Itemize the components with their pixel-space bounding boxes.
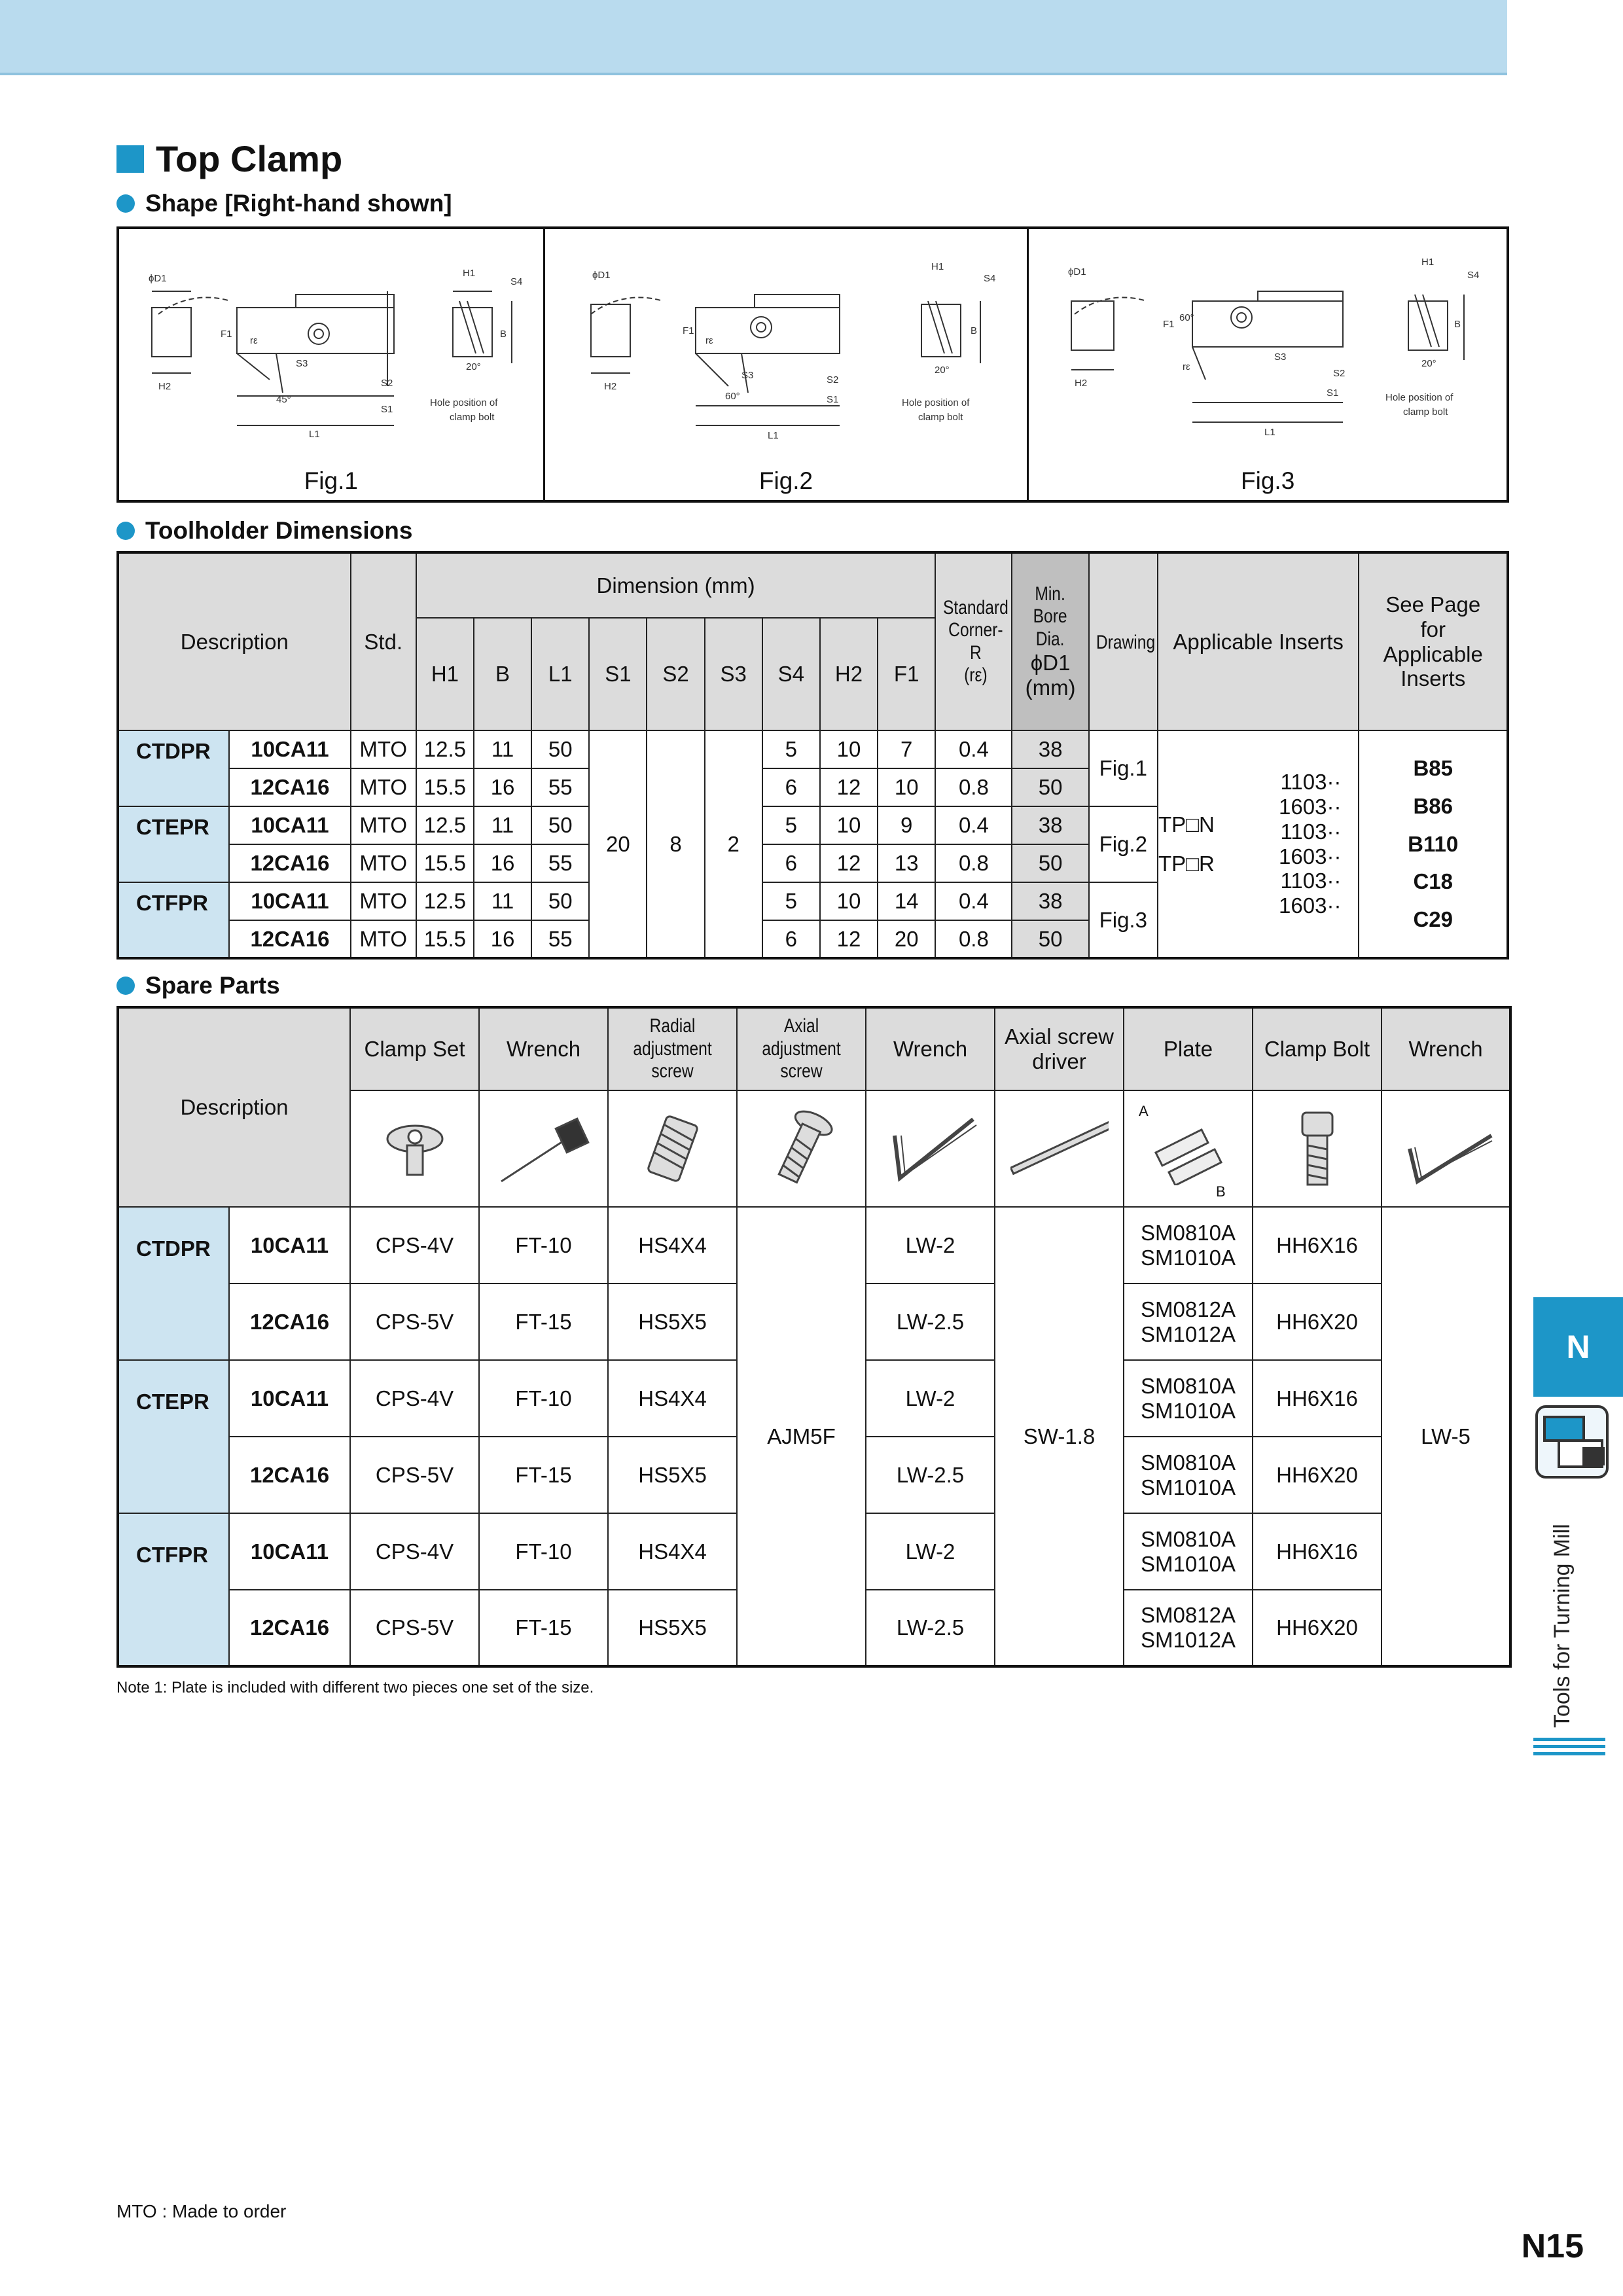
h2-cell: 10 bbox=[820, 806, 878, 844]
h1-cell: 15.5 bbox=[416, 844, 474, 882]
header-bar bbox=[0, 0, 1507, 75]
series-ctdpr: CTDPR bbox=[118, 730, 229, 806]
wrench2-cell: LW-2.5 bbox=[866, 1283, 995, 1360]
plate-b-label: B bbox=[1216, 1183, 1226, 1200]
header-plate: Plate bbox=[1124, 1007, 1253, 1090]
series-ctepr: CTEPR bbox=[118, 1360, 229, 1513]
header-radial-screw: Radial adjustment screw bbox=[608, 1007, 737, 1090]
see-page-cell bbox=[1359, 730, 1508, 958]
code-cell: 12CA16 bbox=[229, 844, 350, 882]
header-axial-driver: Axial screw driver bbox=[995, 1007, 1124, 1090]
plate-cell: SM0810A SM1010A bbox=[1124, 1207, 1253, 1283]
dim-20-label: 20° bbox=[934, 365, 950, 376]
hex-wrench-icon bbox=[882, 1109, 980, 1188]
toolholder-drawing-fig1 bbox=[119, 229, 545, 465]
dim-l1-label: L1 bbox=[1264, 427, 1276, 438]
series-ctepr: CTEPR bbox=[118, 806, 229, 882]
radial-screw-cell: HS4X4 bbox=[608, 1513, 737, 1590]
dim-l1-label: L1 bbox=[767, 430, 779, 441]
corner-r-cell: 0.4 bbox=[935, 882, 1012, 920]
clamp-set-icon bbox=[376, 1109, 454, 1188]
section-dims: Toolholder Dimensions bbox=[116, 517, 412, 545]
clamp-set-cell: CPS-5V bbox=[350, 1590, 479, 1666]
h2-cell: 12 bbox=[820, 768, 878, 806]
code-cell: 10CA11 bbox=[229, 882, 350, 920]
figure-panel bbox=[116, 226, 1509, 503]
dim-b-label: B bbox=[1454, 319, 1461, 330]
wrench2-cell: LW-2 bbox=[866, 1207, 995, 1283]
code-cell: 10CA11 bbox=[229, 1360, 350, 1437]
bore-cell: 38 bbox=[1012, 882, 1088, 920]
insert-size: 1103·· bbox=[1280, 869, 1342, 893]
s4-cell: 6 bbox=[762, 768, 820, 806]
insert-size: 1603·· bbox=[1279, 844, 1342, 869]
dim-re-label: rε bbox=[1183, 361, 1191, 372]
s4-cell: 5 bbox=[762, 806, 820, 844]
std-cell: MTO bbox=[351, 882, 416, 920]
hole-position-label-2: clamp bolt bbox=[1403, 406, 1448, 418]
code-cell: 10CA11 bbox=[229, 806, 350, 844]
bolt-icon bbox=[1288, 1106, 1347, 1191]
l1-cell: 55 bbox=[531, 920, 589, 958]
f1-cell: 10 bbox=[878, 768, 935, 806]
hex-wrench-icon bbox=[1397, 1109, 1495, 1188]
screwdriver-image bbox=[995, 1090, 1124, 1207]
section-spare: Spare Parts bbox=[116, 972, 280, 999]
side-section-label: Tools for Turning Mill bbox=[1550, 1524, 1575, 1728]
dim-s1-label: S1 bbox=[381, 404, 393, 415]
dim-h1-label: H1 bbox=[1421, 257, 1435, 268]
l1-cell: 55 bbox=[531, 844, 589, 882]
insert-size: 1603·· bbox=[1279, 893, 1342, 918]
clamp-set-cell: CPS-4V bbox=[350, 1360, 479, 1437]
bore-cell: 38 bbox=[1012, 730, 1088, 768]
l1-cell: 50 bbox=[531, 882, 589, 920]
b-cell: 16 bbox=[474, 920, 531, 958]
bullet-icon bbox=[116, 194, 135, 213]
axial-screw-cell: AJM5F bbox=[737, 1207, 866, 1666]
dim-s2-label: S2 bbox=[1333, 368, 1346, 379]
screw-icon bbox=[637, 1109, 709, 1188]
header-s2: S2 bbox=[647, 618, 704, 730]
hex-wrench-large-image bbox=[1382, 1090, 1510, 1207]
page-ref[interactable]: C29 bbox=[1413, 907, 1453, 932]
section-tab-n[interactable]: N bbox=[1533, 1297, 1623, 1397]
dim-f1-label: F1 bbox=[1163, 319, 1175, 330]
radial-screw-cell: HS5X5 bbox=[608, 1283, 737, 1360]
b-cell: 11 bbox=[474, 882, 531, 920]
f1-cell: 9 bbox=[878, 806, 935, 844]
section-shape: Shape [Right-hand shown] bbox=[116, 190, 452, 217]
toolholder-dimensions-table bbox=[116, 551, 1509, 960]
wrench-cell: FT-15 bbox=[479, 1437, 608, 1513]
wrench-cell: FT-10 bbox=[479, 1207, 608, 1283]
std-cell: MTO bbox=[351, 806, 416, 844]
header-l1: L1 bbox=[531, 618, 589, 730]
code-cell: 12CA16 bbox=[229, 1590, 350, 1666]
plate-cell: SM0810A SM1010A bbox=[1124, 1360, 1253, 1437]
f1-cell: 20 bbox=[878, 920, 935, 958]
dim-20-label: 20° bbox=[466, 361, 481, 372]
header-wrench-2: Wrench bbox=[866, 1007, 995, 1090]
radial-screw-cell: HS4X4 bbox=[608, 1360, 737, 1437]
s3-cell: 2 bbox=[705, 730, 762, 958]
dim-phid1-label: ϕD1 bbox=[149, 273, 167, 284]
l1-cell: 50 bbox=[531, 730, 589, 768]
toolholder-drawing-fig2 bbox=[545, 229, 1029, 465]
hex-wrench-image bbox=[866, 1090, 995, 1207]
h2-cell: 12 bbox=[820, 920, 878, 958]
dim-angle-label: 60° bbox=[724, 391, 740, 402]
code-cell: 10CA11 bbox=[229, 730, 350, 768]
h1-cell: 12.5 bbox=[416, 882, 474, 920]
fig-label: Fig.3 bbox=[1241, 467, 1295, 494]
b-cell: 11 bbox=[474, 730, 531, 768]
clamp-set-cell: CPS-4V bbox=[350, 1207, 479, 1283]
header-clamp-set: Clamp Set bbox=[350, 1007, 479, 1090]
series-ctfpr: CTFPR bbox=[118, 882, 229, 958]
bullet-icon bbox=[116, 522, 135, 540]
clamp-bolt-cell: HH6X16 bbox=[1253, 1207, 1382, 1283]
header-wrench-3: Wrench bbox=[1382, 1007, 1510, 1090]
drawing-cell: Fig.2 bbox=[1089, 806, 1158, 882]
code-cell: 10CA11 bbox=[229, 1207, 350, 1283]
plate-cell: SM0812A SM1012A bbox=[1124, 1590, 1253, 1666]
dim-h2-label: H2 bbox=[603, 381, 616, 392]
h1-cell: 12.5 bbox=[416, 806, 474, 844]
radial-screw-image bbox=[608, 1090, 737, 1207]
insert-type-n: TP□N bbox=[1158, 812, 1215, 836]
header-clamp-bolt: Clamp Bolt bbox=[1253, 1007, 1382, 1090]
fig-label: Fig.1 bbox=[304, 467, 358, 494]
clamp-set-image bbox=[350, 1090, 479, 1207]
axial-screw-image bbox=[737, 1090, 866, 1207]
code-cell: 12CA16 bbox=[229, 1437, 350, 1513]
header-s4: S4 bbox=[762, 618, 820, 730]
screwdriver-icon bbox=[1010, 1109, 1109, 1188]
series-ctfpr: CTFPR bbox=[118, 1513, 229, 1666]
dim-h1-label: H1 bbox=[931, 261, 944, 272]
plate-cell: SM0812A SM1012A bbox=[1124, 1283, 1253, 1360]
mto-note: MTO : Made to order bbox=[116, 2201, 287, 2221]
bullet-icon bbox=[116, 977, 135, 995]
table-row bbox=[118, 730, 1508, 768]
f1-cell: 7 bbox=[878, 730, 935, 768]
page-ref[interactable]: B85 bbox=[1413, 756, 1453, 781]
plate-a-label: A bbox=[1139, 1103, 1149, 1119]
dim-h2-label: H2 bbox=[158, 381, 171, 392]
h2-cell: 12 bbox=[820, 844, 878, 882]
s2-cell: 8 bbox=[647, 730, 704, 958]
wrench3-cell: LW-5 bbox=[1382, 1207, 1510, 1666]
b-cell: 16 bbox=[474, 844, 531, 882]
plate-cell: SM0810A SM1010A bbox=[1124, 1437, 1253, 1513]
wrench-cell: FT-15 bbox=[479, 1590, 608, 1666]
corner-r-cell: 0.8 bbox=[935, 768, 1012, 806]
wrench2-cell: LW-2 bbox=[866, 1360, 995, 1437]
dim-b-label: B bbox=[500, 329, 507, 340]
header-see-page: See Page for Applicable Inserts bbox=[1359, 552, 1508, 730]
clamp-bolt-cell: HH6X20 bbox=[1253, 1283, 1382, 1360]
s4-cell: 5 bbox=[762, 882, 820, 920]
header-dimension: Dimension (mm) bbox=[416, 552, 935, 618]
header-s1: S1 bbox=[589, 618, 647, 730]
toolholder-drawing-fig3 bbox=[1029, 229, 1507, 465]
axial-driver-cell: SW-1.8 bbox=[995, 1207, 1124, 1666]
corner-r-cell: 0.8 bbox=[935, 920, 1012, 958]
page-number: N15 bbox=[1521, 2227, 1584, 2265]
figure-2 bbox=[545, 229, 1029, 500]
l1-cell: 55 bbox=[531, 768, 589, 806]
header-corner-r: Standard Corner-R (rε) bbox=[935, 552, 1012, 730]
clamp-bolt-cell: HH6X20 bbox=[1253, 1590, 1382, 1666]
wrench-cell: FT-15 bbox=[479, 1283, 608, 1360]
dim-s1-label: S1 bbox=[826, 394, 839, 405]
page-title: Top Clamp bbox=[116, 137, 342, 180]
header-description: Description bbox=[118, 552, 351, 730]
clamp-set-cell: CPS-5V bbox=[350, 1283, 479, 1360]
code-cell: 12CA16 bbox=[229, 768, 350, 806]
drawing-cell: Fig.1 bbox=[1089, 730, 1158, 806]
figure-3 bbox=[1029, 229, 1507, 500]
dim-s4-label: S4 bbox=[1467, 270, 1480, 281]
dim-f1-label: F1 bbox=[221, 329, 232, 340]
dim-angle-label: 60° bbox=[1179, 312, 1195, 323]
header-std: Std. bbox=[351, 552, 416, 730]
wrench2-cell: LW-2.5 bbox=[866, 1437, 995, 1513]
figure-1 bbox=[119, 229, 545, 500]
std-cell: MTO bbox=[351, 768, 416, 806]
axial-screw-icon bbox=[766, 1106, 838, 1191]
dim-re-label: rε bbox=[705, 335, 713, 346]
dim-s3-label: S3 bbox=[296, 358, 308, 369]
h1-cell: 15.5 bbox=[416, 920, 474, 958]
series-ctdpr: CTDPR bbox=[118, 1207, 229, 1360]
hole-position-label-2: clamp bolt bbox=[918, 412, 963, 423]
table-row bbox=[118, 1207, 1510, 1283]
hole-position-label: Hole position of bbox=[1385, 392, 1454, 403]
dim-h1-label: H1 bbox=[463, 268, 476, 279]
turning-tool-icon bbox=[1533, 1403, 1611, 1484]
dim-s1-label: S1 bbox=[1327, 387, 1339, 399]
radial-screw-cell: HS4X4 bbox=[608, 1207, 737, 1283]
hole-position-label: Hole position of bbox=[901, 397, 970, 408]
code-cell: 12CA16 bbox=[229, 1283, 350, 1360]
header-drawing: Drawing bbox=[1089, 552, 1158, 730]
header-bore-dia: Min. Bore Dia. ϕD1 (mm) bbox=[1012, 552, 1088, 730]
dim-phid1-label: ϕD1 bbox=[1068, 266, 1086, 278]
insert-size: 1103·· bbox=[1280, 769, 1342, 794]
header-s3: S3 bbox=[705, 618, 762, 730]
insert-type-r: TP□R bbox=[1158, 851, 1215, 876]
drawing-cell: Fig.3 bbox=[1089, 882, 1158, 958]
clamp-set-cell: CPS-5V bbox=[350, 1437, 479, 1513]
h2-cell: 10 bbox=[820, 730, 878, 768]
dim-f1-label: F1 bbox=[682, 325, 694, 336]
header-description: Description bbox=[118, 1007, 350, 1207]
clamp-bolt-image bbox=[1253, 1090, 1382, 1207]
hole-position-label: Hole position of bbox=[430, 397, 498, 408]
wrench2-cell: LW-2 bbox=[866, 1513, 995, 1590]
wrench2-cell: LW-2.5 bbox=[866, 1590, 995, 1666]
dim-s4-label: S4 bbox=[983, 273, 996, 284]
clamp-set-cell: CPS-4V bbox=[350, 1513, 479, 1590]
plate-icon bbox=[1143, 1107, 1234, 1185]
header-f1: F1 bbox=[878, 618, 935, 730]
dim-s2-label: S2 bbox=[381, 378, 393, 389]
note-1: Note 1: Plate is included with different two pieces one set of the size. bbox=[116, 1679, 594, 1696]
dim-b-label: B bbox=[970, 325, 977, 336]
title-square-icon bbox=[116, 145, 144, 173]
page-ref[interactable]: C18 bbox=[1413, 869, 1453, 894]
s4-cell: 5 bbox=[762, 730, 820, 768]
hole-position-label-2: clamp bolt bbox=[450, 412, 495, 423]
dim-re-label: rε bbox=[250, 335, 258, 346]
code-cell: 12CA16 bbox=[229, 920, 350, 958]
wrench-icon bbox=[495, 1109, 593, 1188]
h2-cell: 10 bbox=[820, 882, 878, 920]
clamp-bolt-cell: HH6X20 bbox=[1253, 1437, 1382, 1513]
corner-r-cell: 0.4 bbox=[935, 730, 1012, 768]
header-axial-screw: Axial adjustment screw bbox=[737, 1007, 866, 1090]
fig-label: Fig.2 bbox=[758, 467, 813, 494]
dim-s2-label: S2 bbox=[826, 374, 839, 386]
dim-angle-label: 45° bbox=[276, 394, 291, 405]
corner-r-cell: 0.8 bbox=[935, 844, 1012, 882]
dim-s4-label: S4 bbox=[510, 276, 523, 287]
dim-l1-label: L1 bbox=[309, 429, 320, 440]
page-ref[interactable]: B110 bbox=[1408, 831, 1459, 856]
code-cell: 10CA11 bbox=[229, 1513, 350, 1590]
bore-cell: 50 bbox=[1012, 920, 1088, 958]
header-b: B bbox=[474, 618, 531, 730]
side-decoration bbox=[1533, 1738, 1605, 1759]
l1-cell: 50 bbox=[531, 806, 589, 844]
std-cell: MTO bbox=[351, 920, 416, 958]
header-applicable-inserts: Applicable Inserts bbox=[1158, 552, 1359, 730]
dim-s3-label: S3 bbox=[741, 370, 754, 381]
header-wrench: Wrench bbox=[479, 1007, 608, 1090]
clamp-bolt-cell: HH6X16 bbox=[1253, 1360, 1382, 1437]
applicable-inserts-cell bbox=[1158, 730, 1359, 958]
dim-20-label: 20° bbox=[1421, 358, 1437, 369]
wrench-cell: FT-10 bbox=[479, 1513, 608, 1590]
dim-phid1-label: ϕD1 bbox=[592, 270, 611, 281]
b-cell: 11 bbox=[474, 806, 531, 844]
radial-screw-cell: HS5X5 bbox=[608, 1437, 737, 1513]
header-h2: H2 bbox=[820, 618, 878, 730]
bore-cell: 50 bbox=[1012, 844, 1088, 882]
radial-screw-cell: HS5X5 bbox=[608, 1590, 737, 1666]
std-cell: MTO bbox=[351, 730, 416, 768]
dim-s3-label: S3 bbox=[1274, 351, 1287, 363]
h1-cell: 15.5 bbox=[416, 768, 474, 806]
plate-image bbox=[1124, 1090, 1253, 1207]
f1-cell: 14 bbox=[878, 882, 935, 920]
corner-r-cell: 0.4 bbox=[935, 806, 1012, 844]
spare-parts-table bbox=[116, 1006, 1512, 1668]
header-h1: H1 bbox=[416, 618, 474, 730]
h1-cell: 12.5 bbox=[416, 730, 474, 768]
b-cell: 16 bbox=[474, 768, 531, 806]
insert-size: 1103·· bbox=[1280, 819, 1342, 844]
f1-cell: 13 bbox=[878, 844, 935, 882]
s1-cell: 20 bbox=[589, 730, 647, 958]
dim-h2-label: H2 bbox=[1075, 378, 1088, 389]
page-ref[interactable]: B86 bbox=[1413, 793, 1453, 818]
s4-cell: 6 bbox=[762, 844, 820, 882]
insert-size: 1603·· bbox=[1279, 794, 1342, 819]
bore-cell: 50 bbox=[1012, 768, 1088, 806]
std-cell: MTO bbox=[351, 844, 416, 882]
plate-cell: SM0810A SM1010A bbox=[1124, 1513, 1253, 1590]
s4-cell: 6 bbox=[762, 920, 820, 958]
clamp-bolt-cell: HH6X16 bbox=[1253, 1513, 1382, 1590]
bore-cell: 38 bbox=[1012, 806, 1088, 844]
wrench-image bbox=[479, 1090, 608, 1207]
wrench-cell: FT-10 bbox=[479, 1360, 608, 1437]
